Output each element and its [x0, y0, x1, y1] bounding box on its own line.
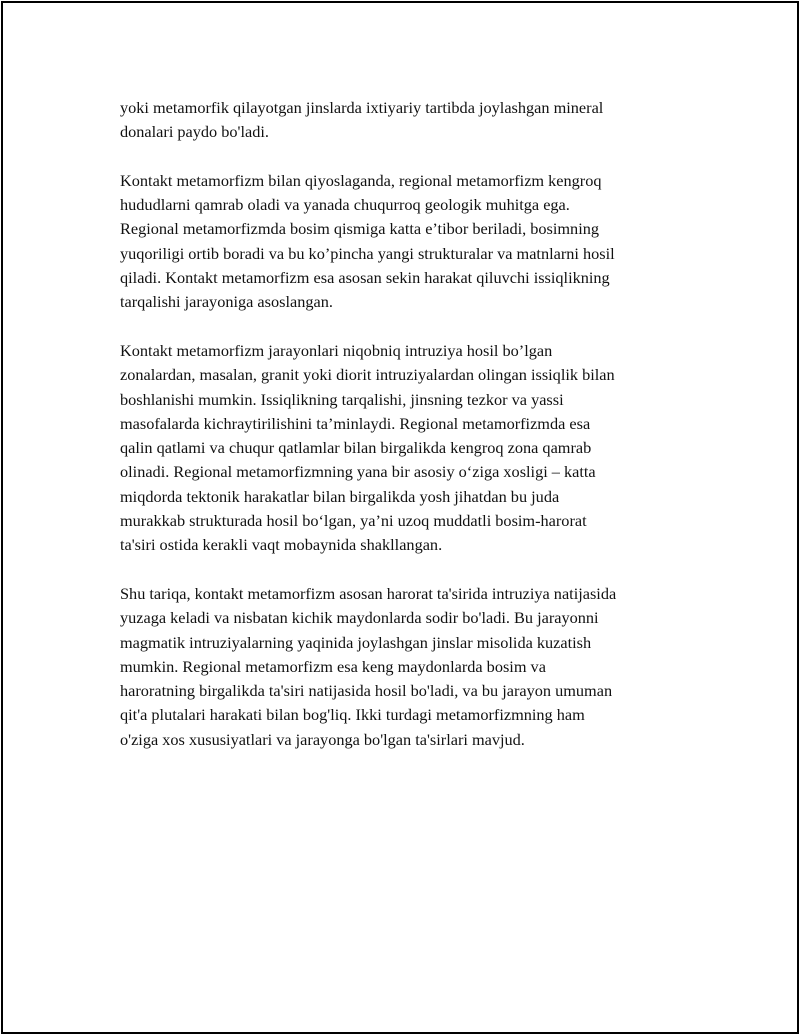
text-line: magmatik intruziyalarning yaqinida joylashgan jinslar misolida kuzatish	[120, 632, 592, 652]
text-line: hududlarni qamrab oladi va yanada chuqurroq geologik muhitga ega.	[120, 195, 570, 215]
text-line: ta'siri ostida kerakli vaqt mobaynida shakllangan.	[120, 535, 443, 555]
text-line: mumkin. Regional metamorfizm esa keng maydonlarda bosim va	[120, 656, 546, 676]
text-line: masofalarda kichraytirilishini ta’minlaydi. Regional metamorfizmda esa	[120, 413, 591, 433]
text-line: tarqalishi jarayoniga asoslangan.	[120, 292, 333, 312]
text-line: Shu tariqa, kontakt metamorfizm asosan harorat ta'sirida intruziya natijasida	[120, 583, 617, 603]
text-line: haroratning birgalikda ta'siri natijasida hosil bo'ladi, va bu jarayon umuman	[120, 681, 613, 701]
document-body	[120, 96, 700, 776]
text-line: Regional metamorfizmda bosim qismiga katta e’tibor beriladi, bosimning	[120, 219, 599, 239]
text-line: donalari paydo bo'ladi.	[120, 122, 269, 142]
text-line: murakkab strukturada hosil bo‘lgan, ya’ni uzoq muddatli bosim-harorat	[120, 511, 587, 531]
text-line: zonalardan, masalan, granit yoki diorit intruziyalardan olingan issiqlik bilan	[120, 365, 615, 385]
text-line: qalin qatlami va chuqur qatlamlar bilan birgalikda kengroq zona qamrab	[120, 438, 592, 458]
text-line: Kontakt metamorfizm bilan qiyoslaganda, regional metamorfizm kengroq	[120, 170, 602, 190]
paragraph-3	[120, 339, 700, 558]
text-line: qit'a plutalari harakati bilan bog'liq. Ikki turdagi metamorfizmning ham	[120, 705, 585, 725]
paragraph-4	[120, 582, 700, 752]
text-line: Kontakt metamorfizm jarayonlari niqobniq intruziya hosil bo’lgan	[120, 340, 553, 360]
text-line: boshlanishi mumkin. Issiqlikning tarqalishi, jinsning tezkor va yassi	[120, 389, 564, 409]
text-line: yoki metamorfik qilayotgan jinslarda ixtiyariy tartibda joylashgan mineral	[120, 98, 604, 117]
text-line: o'ziga xos xususiyatlari va jarayonga bo'lgan ta'sirlari mavjud.	[120, 729, 525, 749]
text-line: yuqoriligi ortib boradi va bu ko’pincha yangi strukturalar va matnlarni hosil	[120, 243, 615, 263]
paragraph-2	[120, 169, 700, 315]
paragraph-1	[120, 96, 700, 145]
page-frame	[1, 1, 799, 1034]
text-line: miqdorda tektonik harakatlar bilan birgalikda yosh jihatdan bu juda	[120, 486, 560, 506]
text-line: qiladi. Kontakt metamorfizm esa asosan sekin harakat qiluvchi issiqlikning	[120, 268, 610, 288]
text-line: yuzaga keladi va nisbatan kichik maydonlarda sodir bo'ladi. Bu jarayonni	[120, 608, 599, 628]
text-line: olinadi. Regional metamorfizmning yana bir asosiy o‘ziga xosligi – katta	[120, 462, 596, 482]
